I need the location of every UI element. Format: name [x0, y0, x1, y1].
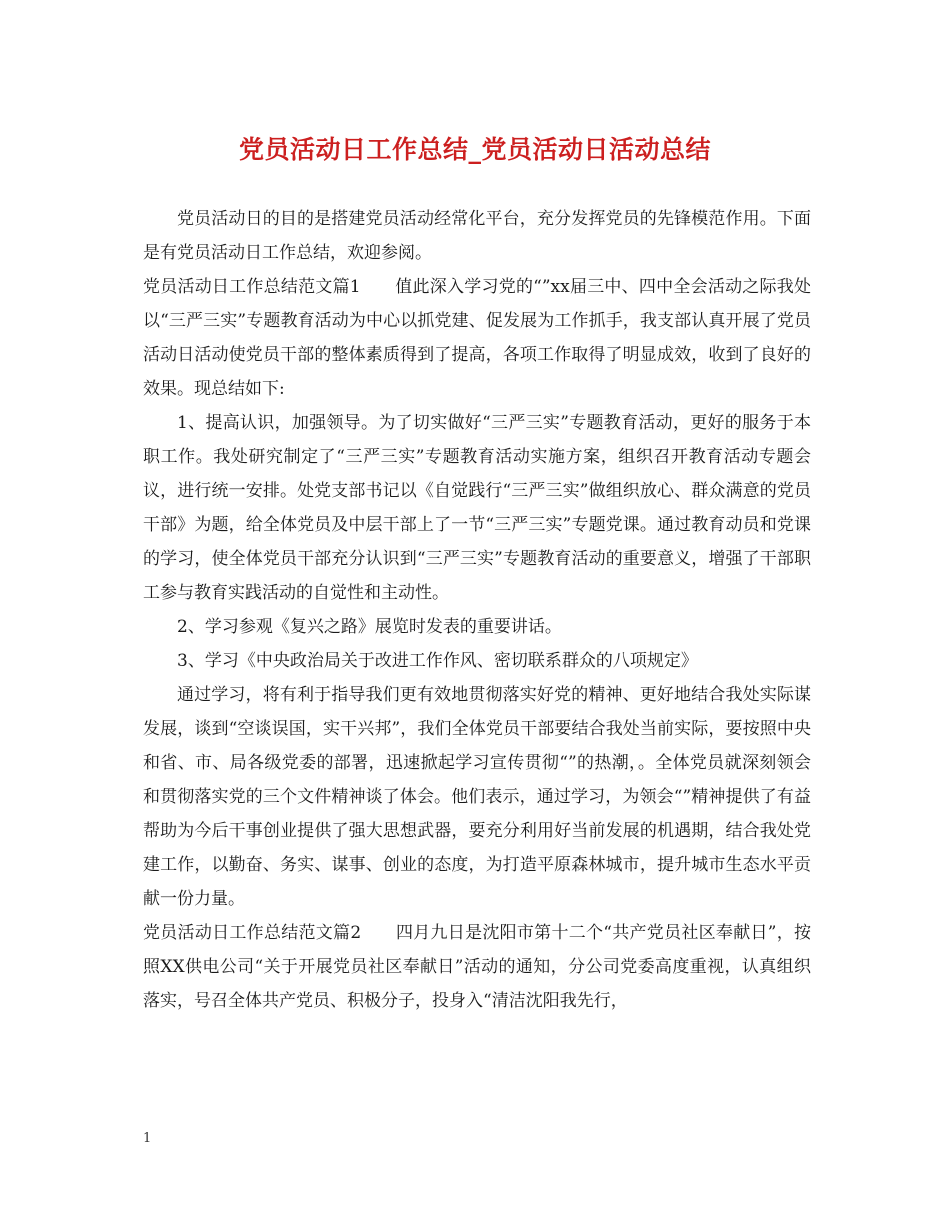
paragraph-point-3: 3、学习《中央政治局关于改进工作作风、密切联系群众的八项规定》 [177, 651, 698, 671]
paragraph-point-2: 2、学习参观《复兴之路》展览时发表的重要讲话。 [177, 617, 562, 637]
page-number: 1 [143, 1131, 152, 1146]
document-body [143, 202, 811, 1018]
document-title: 党员活动日工作总结_党员活动日活动总结 [238, 135, 711, 164]
paragraph-intro: 党员活动日的目的是搭建党员活动经常化平台，充分发挥党员的先锋模范作用。下面是有党员活动日工作总结，欢迎参阅。 [143, 209, 811, 263]
paragraph-point-1: 1、提高认识，加强领导。为了切实做好“三严三实”专题教育活动，更好的服务于本职工作。我处研究制定了“三严三实”专题教育活动实施方案，组织召开教育活动专题会议，进行统一安排。处党支部书记以《自觉践行“三严三实”做组织放心、群众满意的党员干部》为题，给全体党员及中层干部上了一节“三严三实”专题党课。通过教育动员和党课的学习，使全体党员干部充分认识到“三严三实”专题教育活动的重要意义，增强了干部职工参与教育实践活动的自觉性和主动性。 [143, 413, 811, 603]
paragraph-sample-2-heading: 党员活动日工作总结范文篇2 四月九日是沈阳市第十二个“共产党员社区奉献日”，按照XX供电公司“关于开展党员社区奉献日”活动的通知，分公司党委高度重视，认真组织落实，号召全体共产党员、积极分子，投身入“清洁沈阳我先行， [143, 923, 811, 1011]
paragraph-sample-1-heading: 党员活动日工作总结范文篇1 值此深入学习党的“”xx届三中、四中全会活动之际我处以“三严三实”专题教育活动为中心以抓党建、促发展为工作抓手，我支部认真开展了党员活动日活动使党员干部的整体素质得到了提高，各项工作取得了明显成效，收到了良好的效果。现总结如下: [143, 277, 811, 399]
paragraph-study-summary: 通过学习，将有利于指导我们更有效地贯彻落实好党的精神、更好地结合我处实际谋发展，谈到“空谈误国，实干兴邦”，我们全体党员干部要结合我处当前实际，要按照中央和省、市、局各级党委的部署，迅速掀起学习宣传贯彻“”的热潮，。全体党员就深刻领会和贯彻落实党的三个文件精神谈了体会。他们表示，通过学习，为领会“”精神提供了有益帮助为今后干事创业提供了强大思想武器，要充分利用好当前发展的机遇期，结合我处党建工作，以勤奋、务实、谋事、创业的态度，为打造平原森林城市，提升城市生态水平贡献一份力量。 [143, 685, 811, 909]
